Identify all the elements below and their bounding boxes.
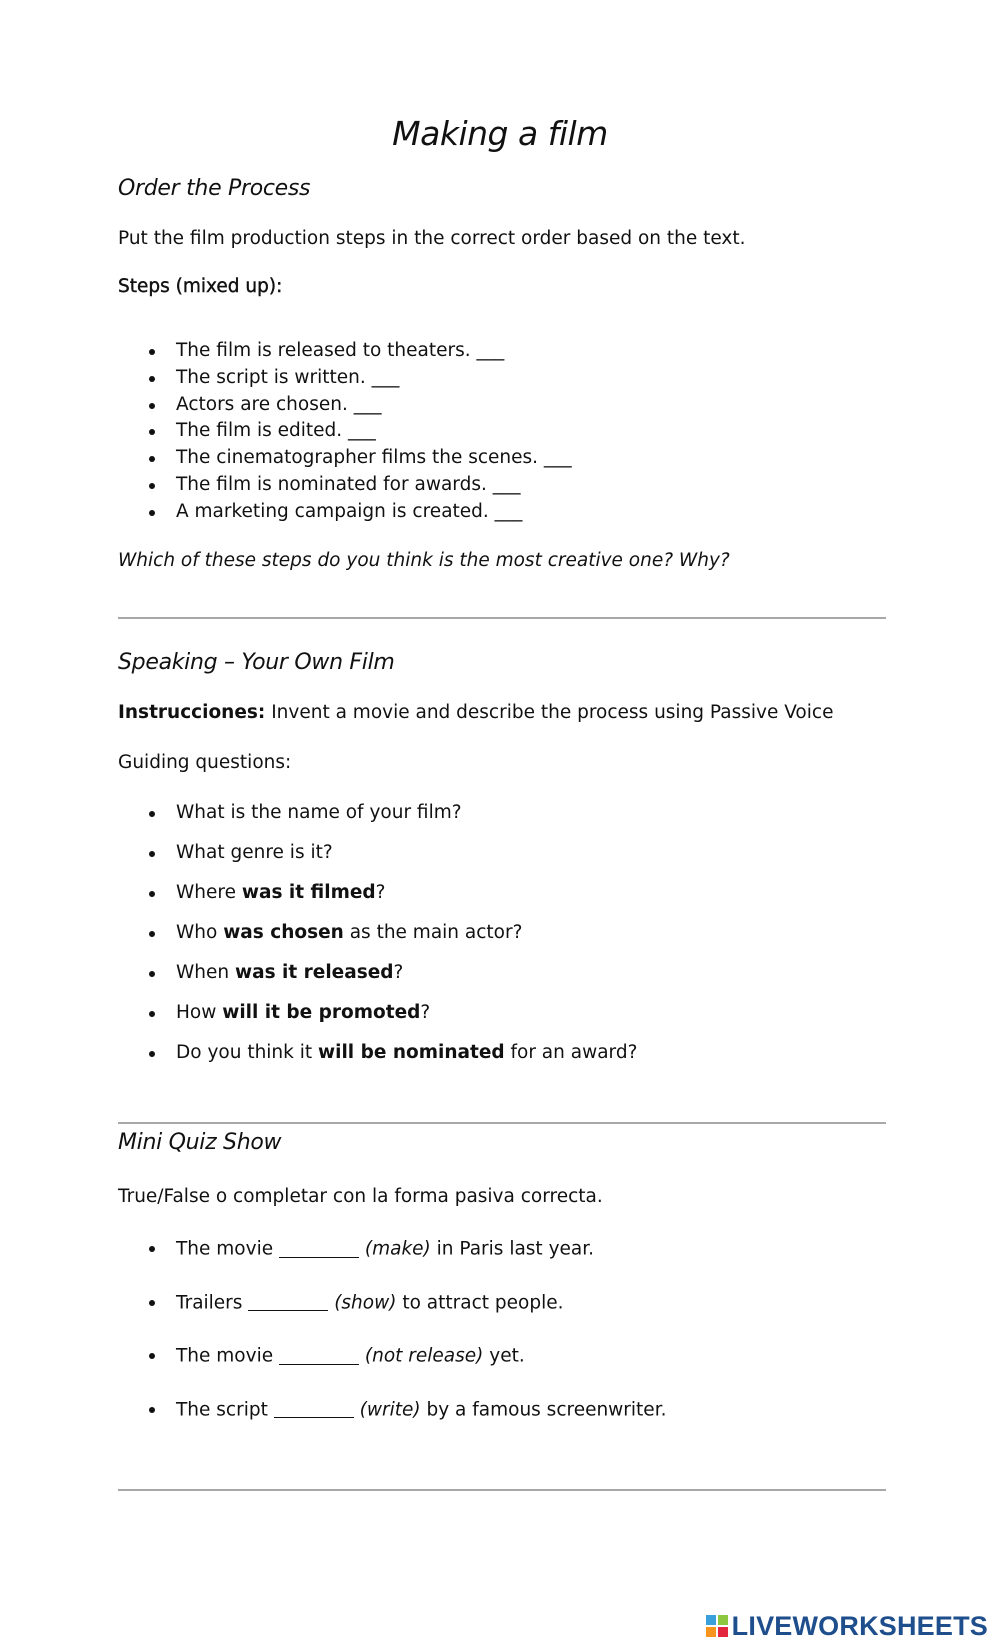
section-heading-order-process: Order the Process — [118, 176, 311, 201]
list-item: The script (write) by a famous screenwriter. — [176, 1396, 666, 1450]
list-item: The film is edited. ___ — [176, 418, 572, 445]
quiz-list — [118, 1235, 666, 1449]
answer-blank[interactable] — [279, 1345, 359, 1365]
brand-name: LIVEWORKSHEETS — [731, 1610, 988, 1641]
list-item: The film is released to theaters. ___ — [176, 338, 572, 365]
list-item: What is the name of your film? — [176, 800, 637, 840]
page-title: Making a film — [392, 114, 608, 153]
section-heading-mini-quiz: Mini Quiz Show — [118, 1130, 282, 1155]
list-item: The film is nominated for awards. ___ — [176, 472, 572, 499]
answer-blank[interactable] — [279, 1238, 359, 1258]
list-item: Do you think it will be nominated for an award? — [176, 1040, 637, 1080]
divider — [118, 617, 886, 619]
guiding-questions-list — [118, 800, 637, 1080]
instructions-label: Instrucciones: — [118, 702, 266, 723]
list-item: Actors are chosen. ___ — [176, 392, 572, 419]
section-heading-speaking: Speaking – Your Own Film — [118, 650, 395, 675]
list-item: Trailers (show) to attract people. — [176, 1289, 666, 1343]
list-item: The script is written. ___ — [176, 365, 572, 392]
divider — [118, 1489, 886, 1491]
answer-blank[interactable] — [274, 1399, 354, 1419]
list-item: When was it released? — [176, 960, 637, 1000]
list-item: What genre is it? — [176, 840, 637, 880]
liveworksheets-logo — [706, 1611, 988, 1641]
section2-instruction — [118, 702, 833, 723]
guiding-label: Guiding questions: — [118, 752, 292, 773]
creative-question: Which of these steps do you think is the most creative one? Why? — [118, 550, 730, 571]
section1-instruction: Put the film production steps in the correct order based on the text. — [118, 228, 746, 249]
divider — [118, 1122, 886, 1124]
answer-blank[interactable] — [248, 1292, 328, 1312]
list-item: A marketing campaign is created. ___ — [176, 499, 572, 526]
list-item: The cinematographer films the scenes. ___ — [176, 445, 572, 472]
logo-mark-icon — [706, 1615, 728, 1637]
list-item: Where was it filmed? — [176, 880, 637, 920]
list-item: Who was chosen as the main actor? — [176, 920, 637, 960]
list-item: The movie (make) in Paris last year. — [176, 1235, 666, 1289]
steps-label: Steps (mixed up): — [118, 276, 283, 297]
list-item: How will it be promoted? — [176, 1000, 637, 1040]
list-item: The movie (not release) yet. — [176, 1342, 666, 1396]
instructions-text: Invent a movie and describe the process using Passive Voice — [265, 702, 834, 723]
steps-list — [118, 338, 572, 526]
section3-instruction: True/False o completar con la forma pasiva correcta. — [118, 1186, 603, 1207]
